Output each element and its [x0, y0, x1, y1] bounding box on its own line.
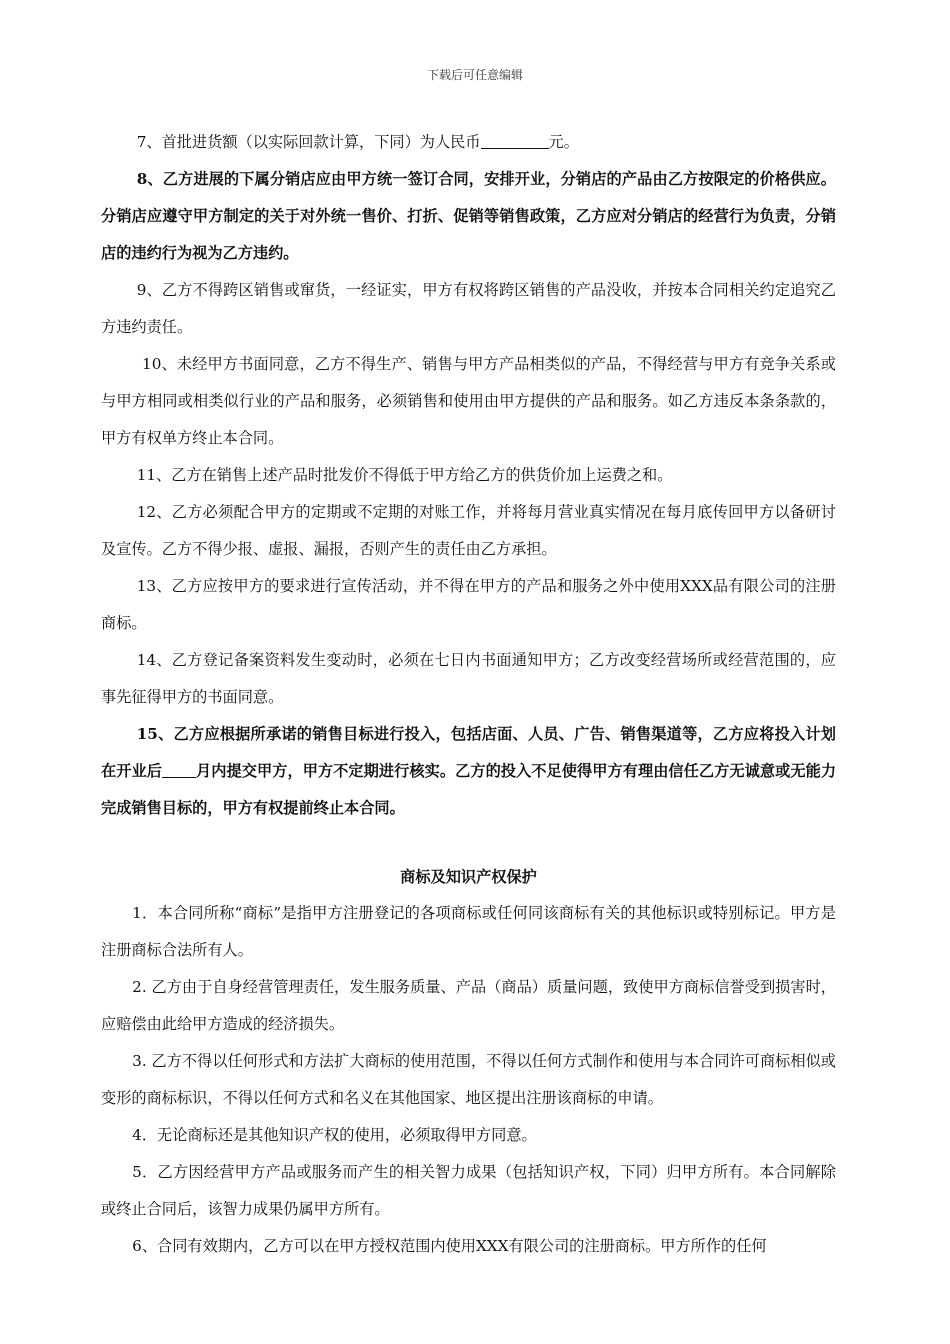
fill-in-blank-months	[162, 761, 196, 778]
clause-15	[101, 716, 836, 827]
trademark-item-1: 1．本合同所称“商标”是指甲方注册登记的各项商标或任何同该商标有关的其他标识或特别标记。甲方是注册商标合法所有人。	[101, 904, 836, 959]
clause-7-text: 7、首批进货额（以实际回款计算，下同）为人民币	[136, 133, 481, 151]
clause-8: 8、乙方进展的下属分销店应由甲方统一签订合同，安排开业，分销店的产品由乙方按限定的价格供应。分销店应遵守甲方制定的关于对外统一售价、打折、促销等销售政策，乙方应对分销店的经营行为负责，分销店的违约行为视为乙方违约。	[101, 170, 836, 262]
trademark-item-4: 4．无论商标还是其他知识产权的使用，必须取得甲方同意。	[132, 1126, 537, 1144]
contract-body	[101, 124, 836, 1265]
clause-15-text: 15、乙方应根据所承诺的销售目标进行投入，包括店面、人员、广告、销售渠道等，乙方应将投入计划在开业后	[101, 725, 836, 780]
clause-15-suffix: 月内提交甲方，甲方不定期进行核实。乙方的投入不足使得甲方有理由信任乙方无诚意或无能力完成销售目标的，甲方有权提前终止本合同。	[101, 762, 837, 817]
clause-9: 9、乙方不得跨区销售或窜货，一经证实，甲方有权将跨区销售的产品没收，并按本合同相关约定追究乙方违约责任。	[101, 281, 836, 336]
clause-14: 14、乙方登记备案资料发生变动时，必须在七日内书面通知甲方；乙方改变经营场所或经营范围的，应事先征得甲方的书面同意。	[101, 651, 836, 706]
fill-in-blank-amount	[481, 132, 549, 149]
clause-12: 12、乙方必须配合甲方的定期或不定期的对账工作，并将每月营业真实情况在每月底传回甲方以备研讨及宣传。乙方不得少报、虚报、漏报，否则产生的责任由乙方承担。	[101, 503, 836, 558]
clause-13: 13、乙方应按甲方的要求进行宣传活动，并不得在甲方的产品和服务之外中使用XXX品有限公司的注册商标。	[101, 577, 836, 632]
clause-11: 11、乙方在销售上述产品时批发价不得低于甲方给乙方的供货价加上运费之和。	[136, 466, 673, 484]
trademark-item-5: 5．乙方因经营甲方产品或服务而产生的相关智力成果（包括知识产权，下同）归甲方所有。本合同解除或终止合同后，该智力成果仍属甲方所有。	[101, 1163, 836, 1218]
clause-7	[101, 124, 836, 161]
page-header: 下载后可任意编辑	[426, 68, 523, 82]
clause-7-suffix: 元。	[548, 133, 579, 151]
trademark-item-2: 2. 乙方由于自身经营管理责任，发生服务质量、产品（商品）质量问题，致使甲方商标信誉受到损害时，应赔偿由此给甲方造成的经济损失。	[101, 978, 836, 1033]
section-title-trademark: 商标及知识产权保护	[400, 868, 537, 886]
trademark-item-3: 3. 乙方不得以任何形式和方法扩大商标的使用范围，不得以任何方式制作和使用与本合同许可商标相似或变形的商标标识，不得以任何方式和名义在其他国家、地区提出注册该商标的申请。	[101, 1052, 836, 1107]
clause-10: 10、未经甲方书面同意，乙方不得生产、销售与甲方产品相类似的产品，不得经营与甲方有竞争关系或与甲方相同或相类似行业的产品和服务，必须销售和使用由甲方提供的产品和服务。如乙方违反本条条款的，甲方有权单方终止本合同。	[101, 355, 836, 447]
trademark-item-6: 6、合同有效期内，乙方可以在甲方授权范围内使用XXX有限公司的注册商标。甲方所作的任何	[132, 1237, 767, 1255]
